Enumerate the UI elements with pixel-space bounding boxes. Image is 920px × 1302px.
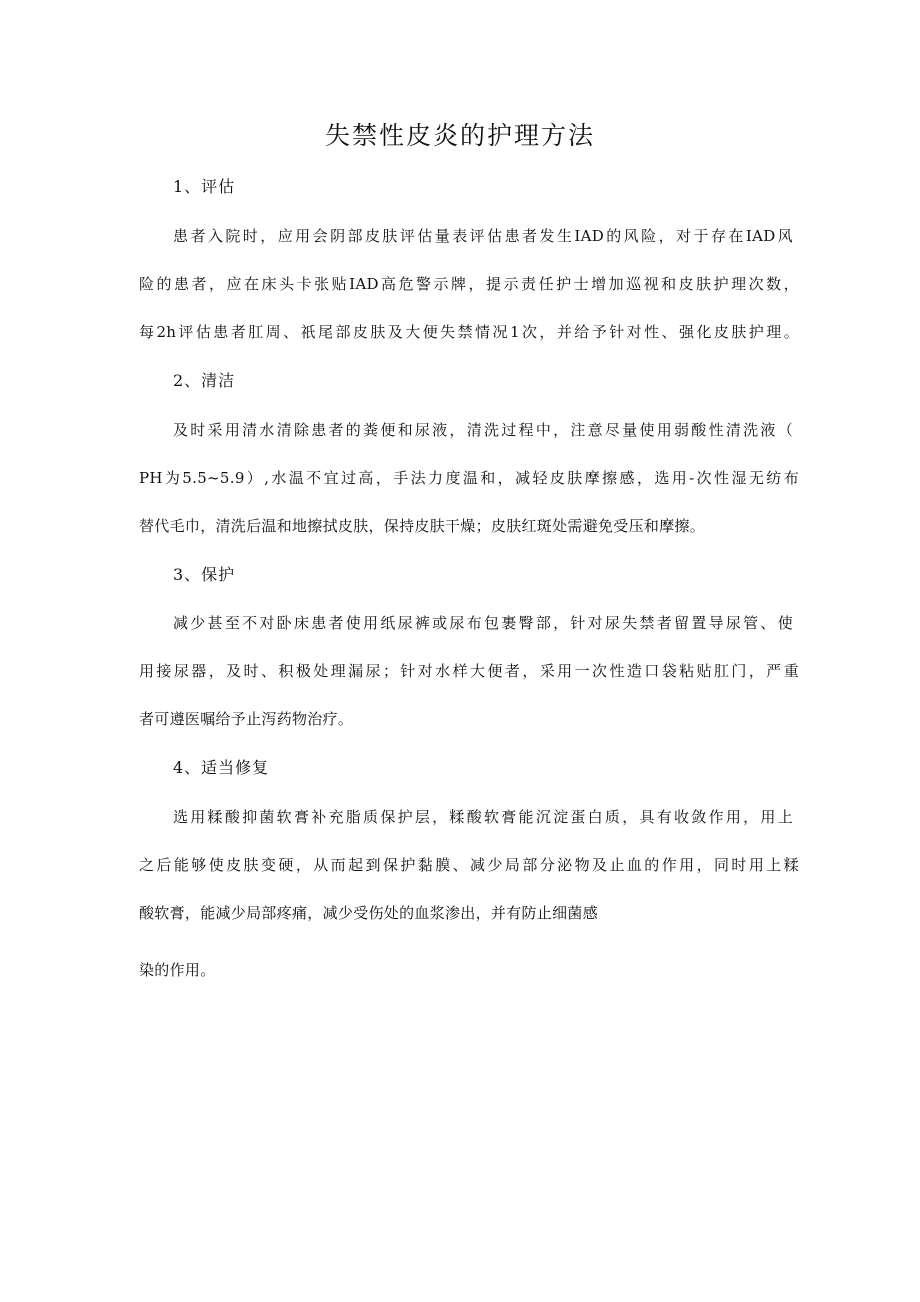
paragraph-line: 及时采用清水清除患者的粪便和尿液，清洗过程中，注意尽量使用弱酸性清洗液（ (173, 421, 793, 439)
paragraph-line: 替代毛巾，清洗后温和地擦拭皮肤，保持皮肤干燥；皮肤红斑处需避免受压和摩擦。 (139, 517, 706, 535)
paragraph-line: 酸软膏，能减少局部疼痛，减少受伤处的血浆渗出，并有防止细菌感 (139, 904, 599, 922)
paragraph-line: 减少甚至不对卧床患者使用纸尿裤或尿布包裹臀部，针对尿失禁者留置导尿管、使 (173, 614, 793, 632)
paragraph-line: 用接尿器，及时、积极处理漏尿；针对水样大便者，采用一次性造口袋粘贴肛门，严重 (139, 662, 799, 680)
section-heading-protection: 3、保护 (173, 565, 236, 584)
document-title: 失禁性皮炎的护理方法 (324, 121, 595, 150)
section-heading-cleaning: 2、清洁 (173, 371, 236, 390)
paragraph-line: 每2h评估患者肛周、祇尾部皮肤及大便失禁情况1次，并给予针对性、强化皮肤护理。 (139, 323, 799, 341)
paragraph-line: 者可遵医嘱给予止泻药物治疗。 (139, 710, 354, 728)
paragraph-line: 患者入院时，应用会阴部皮肤评估量表评估患者发生IAD的风险，对于存在IAD风 (173, 227, 793, 245)
paragraph-line: 染的作用。 (139, 961, 216, 979)
paragraph-line: PH为5.5~5.9）,水温不宜过高，手法力度温和，减轻皮肤摩擦感，选用-次性湿无纺布 (139, 469, 799, 487)
section-heading-repair: 4、适当修复 (173, 758, 270, 777)
paragraph-line: 选用糅酸抑菌软膏补充脂质保护层，糅酸软膏能沉淀蛋白质，具有收敛作用，用上 (173, 808, 793, 826)
section-heading-assessment: 1、评估 (173, 177, 236, 196)
paragraph-line: 之后能够使皮肤变硬，从而起到保护黏膜、减少局部分泌物及止血的作用，同时用上糅 (139, 856, 799, 874)
paragraph-line: 险的患者，应在床头卡张贴IAD高危警示牌，提示责任护士增加巡视和皮肤护理次数， (139, 275, 799, 293)
